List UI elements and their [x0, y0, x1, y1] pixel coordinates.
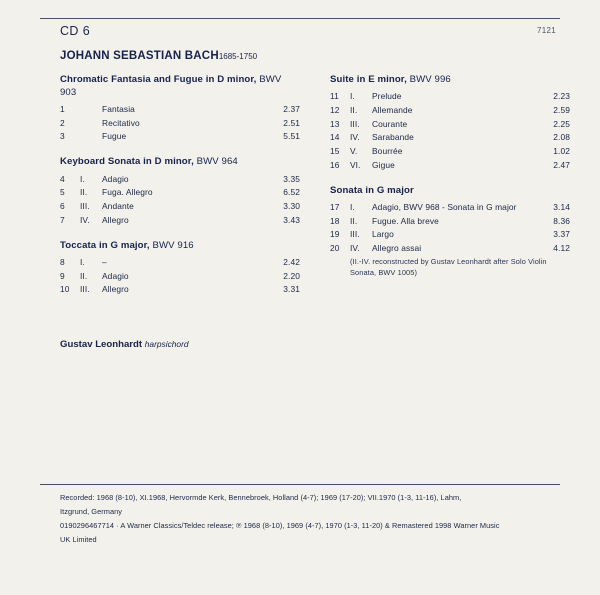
bottom-divider: [40, 484, 560, 485]
work-catalogue: BWV 964: [196, 156, 238, 168]
track-number: 17: [330, 202, 340, 213]
work-title-main: Suite in E minor,: [330, 74, 407, 85]
track-number: 12: [330, 104, 340, 115]
track-duration: 3.43: [283, 214, 300, 225]
track-duration: 2.20: [283, 270, 300, 281]
track-number: 13: [330, 118, 340, 129]
track-title-text: Andante: [102, 201, 134, 211]
table-row[interactable]: [60, 186, 300, 200]
track-title-text: Allegro: [102, 214, 129, 225]
table-row[interactable]: [60, 269, 300, 283]
track-duration: 4.12: [553, 243, 570, 254]
track-roman: I.: [350, 202, 355, 213]
table-row[interactable]: [330, 214, 570, 228]
composer-name: [60, 50, 257, 62]
track-title-text: Courante: [372, 118, 408, 129]
track-title-text: Adagio: [102, 173, 129, 184]
table-row[interactable]: [330, 242, 570, 256]
track-title-text: Fugue: [102, 131, 127, 142]
track-table: [330, 200, 570, 255]
track-roman: I.: [80, 257, 85, 268]
composer-name-text: JOHANN SEBASTIAN BACH: [60, 50, 219, 62]
table-row[interactable]: [330, 228, 570, 242]
track-number: 10: [60, 284, 70, 295]
credits-block: [60, 492, 548, 547]
track-roman: II.: [80, 187, 88, 198]
track-number: 5: [60, 187, 65, 198]
track-number: 11: [330, 91, 339, 102]
tracklist-column-left: [60, 74, 300, 299]
disc-label: CD 6: [60, 24, 91, 38]
table-row[interactable]: [330, 131, 570, 145]
track-title: [80, 199, 270, 213]
table-row[interactable]: [330, 90, 570, 104]
track-title: [350, 144, 540, 158]
track-duration: 2.42: [283, 257, 300, 268]
track-table: [60, 255, 300, 296]
track-title-text: Bourrée: [372, 146, 403, 156]
track-title: [80, 255, 270, 269]
track-duration: 3.37: [553, 229, 570, 240]
track-roman: VI.: [350, 159, 361, 170]
track-table: [330, 90, 570, 172]
track-roman: IV.: [350, 132, 360, 143]
credits-line-4: UK Limited: [60, 534, 97, 544]
credits-line-3: 0190296467714 · A Warner Classics/Teldec release; ℗ 1968 (8-10), 1969 (4-7), 1970 (1-3, 11-20) & Remastered 1998 Warner Music: [60, 520, 500, 530]
track-number: 14: [330, 132, 340, 143]
track-number: 20: [330, 243, 340, 254]
track-table: [60, 102, 300, 143]
track-roman: I.: [80, 173, 85, 184]
track-number: 7: [60, 214, 65, 225]
track-title-text: Prelude: [372, 91, 402, 102]
performer-name: Gustav Leonhardt: [60, 339, 143, 350]
table-row[interactable]: [60, 213, 300, 227]
track-duration: 2.37: [283, 103, 300, 114]
table-row[interactable]: [60, 255, 300, 269]
track-title: [80, 269, 270, 283]
track-title: [350, 214, 540, 228]
track-title-text: Fugue. Alla breve: [372, 215, 439, 226]
table-row[interactable]: [330, 158, 570, 172]
work-title: [330, 185, 570, 198]
track-duration: 3.14: [553, 202, 570, 213]
track-title: [80, 102, 270, 116]
reconstruction-note: (II.-IV. reconstructed by Gustav Leonhardt after Solo Violin Sonata, BWV 1005): [350, 257, 547, 277]
track-duration: 2.23: [553, 91, 570, 102]
table-row[interactable]: [60, 172, 300, 186]
track-title: [80, 283, 270, 297]
track-roman: II.: [350, 104, 358, 115]
track-title-text: Allegro assai: [372, 243, 422, 254]
work-title-main: Chromatic Fantasia and Fugue in D minor,: [60, 74, 257, 85]
track-title-text: Sarabande: [372, 132, 414, 143]
track-title: [350, 90, 540, 104]
table-row[interactable]: [330, 144, 570, 158]
track-number: 2: [60, 117, 65, 128]
track-roman: I.: [350, 91, 355, 102]
track-duration: 8.36: [553, 215, 570, 226]
track-number: 18: [330, 215, 340, 226]
work-title: [60, 240, 300, 253]
track-number: 16: [330, 159, 340, 170]
work-title-main: Toccata in G major,: [60, 239, 150, 251]
table-row[interactable]: [330, 200, 570, 214]
track-roman: III.: [80, 284, 90, 295]
track-number: 15: [330, 146, 340, 156]
table-row[interactable]: [60, 116, 300, 130]
track-title-text: Adagio: [102, 270, 129, 281]
track-duration: 5.51: [283, 131, 300, 142]
track-title-text: Adagio, BWV 968 - Sonata in G major: [372, 202, 517, 213]
track-title: [80, 116, 270, 130]
track-title: [80, 172, 270, 186]
track-title-text: –: [102, 257, 107, 268]
performer-credit: [60, 339, 189, 350]
track-roman: III.: [80, 201, 90, 211]
track-roman: III.: [350, 118, 360, 129]
track-number: 9: [60, 270, 65, 281]
track-duration: 2.51: [283, 117, 300, 128]
track-title-text: Largo: [372, 229, 394, 240]
track-title-text: Allegro: [102, 284, 129, 295]
credits-line-2: Itzgrund, Germany: [60, 506, 123, 516]
track-title-text: Allemande: [372, 104, 413, 115]
composer-dates: 1685-1750: [218, 52, 258, 61]
track-number: 3: [60, 131, 65, 142]
table-row[interactable]: [330, 103, 570, 117]
work-catalogue: BWV 916: [152, 239, 194, 251]
track-duration: 2.08: [553, 132, 570, 143]
table-row[interactable]: [60, 102, 300, 116]
table-row[interactable]: [60, 283, 300, 297]
work-title-main: Sonata in G major: [330, 184, 414, 196]
track-roman: V.: [350, 146, 358, 156]
track-roman: II.: [80, 270, 88, 281]
track-table: [60, 172, 300, 227]
work-title: [60, 74, 300, 99]
table-row[interactable]: [330, 117, 570, 131]
credits-line-1: Recorded: 1968 (8-10), XI.1968, Hervormde Kerk, Bennebroek, Holland (4-7); 1969 (17-20); VII.1970 (1-3, 11-16), Lahm,: [60, 493, 462, 502]
table-row[interactable]: [60, 130, 300, 144]
track-title: [350, 117, 540, 131]
track-duration: 3.31: [283, 284, 300, 295]
track-title: [350, 242, 540, 256]
track-roman: IV.: [80, 214, 90, 225]
track-title: [350, 131, 540, 145]
work-title-main: Keyboard Sonata in D minor,: [60, 156, 194, 168]
performer-instrument: harpsichord: [144, 339, 189, 349]
track-duration: 3.30: [283, 201, 300, 211]
page-number: 7121: [537, 26, 556, 35]
track-number: 1: [60, 103, 65, 114]
work-title: [330, 74, 570, 87]
table-row[interactable]: [60, 199, 300, 213]
work-title: [60, 156, 300, 169]
tracklist-column-right: [330, 74, 570, 279]
work-catalogue: BWV 996: [409, 74, 451, 85]
track-duration: 3.35: [283, 173, 300, 184]
top-divider: [40, 18, 560, 19]
track-title-text: Gigue: [372, 159, 395, 170]
track-number: 6: [60, 201, 65, 211]
track-title: [80, 186, 270, 200]
work-catalogue: BWV 903: [60, 74, 282, 98]
track-duration: 2.59: [553, 104, 570, 115]
track-title: [80, 130, 270, 144]
track-duration: 1.02: [553, 146, 570, 156]
track-roman: II.: [350, 215, 358, 226]
track-number: 4: [60, 173, 65, 184]
track-duration: 2.25: [553, 118, 570, 129]
track-roman: III.: [350, 229, 360, 240]
track-number: 8: [60, 257, 65, 268]
track-roman: IV.: [350, 243, 360, 254]
track-duration: 6.52: [283, 187, 300, 198]
track-title: [350, 103, 540, 117]
track-title-text: Recitativo: [102, 117, 140, 128]
track-title: [350, 200, 540, 214]
track-title: [80, 213, 270, 227]
track-duration: 2.47: [553, 159, 570, 170]
track-title: [350, 228, 540, 242]
track-number: 19: [330, 229, 340, 240]
track-title-text: Fantasia: [102, 103, 135, 114]
track-title: [350, 158, 540, 172]
track-title-text: Fuga. Allegro: [102, 187, 153, 198]
